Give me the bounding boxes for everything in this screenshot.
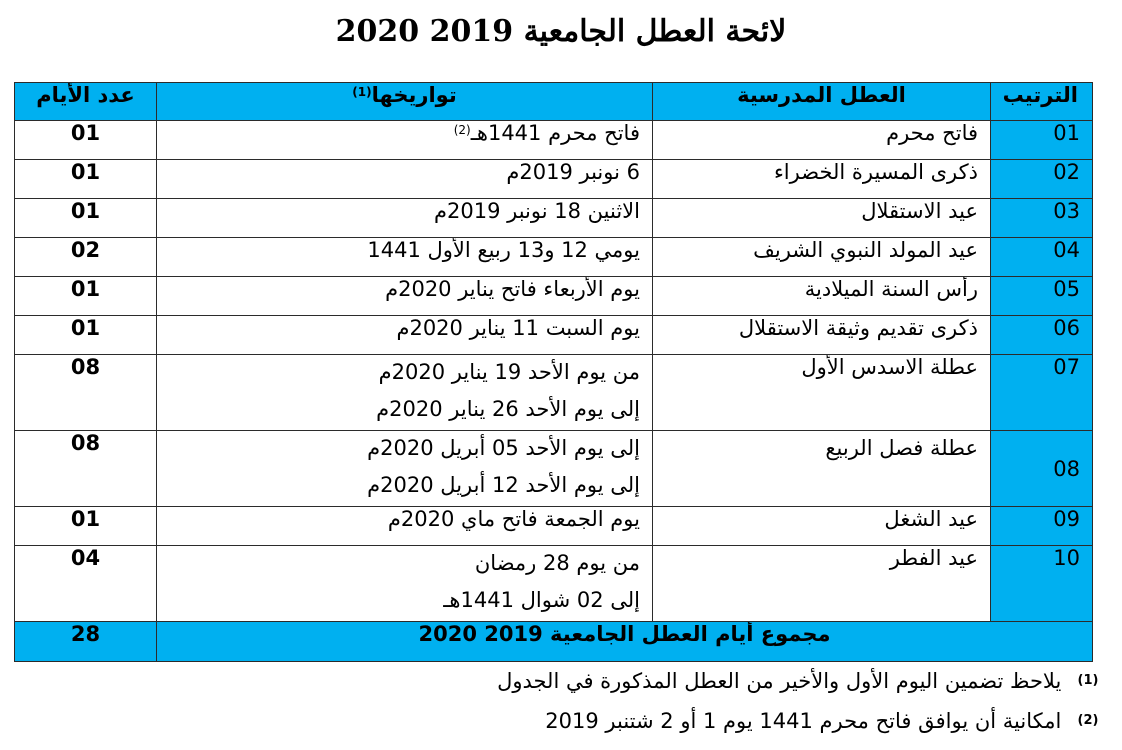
row-name: فاتح محرم: [653, 121, 991, 160]
row-rank: 03: [991, 199, 1093, 238]
row-rank: 09: [991, 507, 1093, 546]
row-days: 08: [15, 431, 157, 507]
row-days: 08: [15, 355, 157, 431]
row-name: عيد الشغل: [653, 507, 991, 546]
total-days: 28: [15, 622, 157, 662]
total-row: [15, 622, 1093, 662]
row-days: 01: [15, 277, 157, 316]
row-name: عيد المولد النبوي الشريف: [653, 238, 991, 277]
row-days: 01: [15, 507, 157, 546]
footnote-text: امكانية أن يوافق فاتح محرم 1441 يوم 1 أو 2 شتنبر 2019: [545, 709, 1062, 733]
row-rank: 10: [991, 546, 1093, 622]
row-dates: يوم الجمعة فاتح ماي 2020م: [157, 507, 653, 546]
total-label: مجموع أيام العطل الجامعية 2019 2020: [157, 622, 1093, 662]
row-dates: يومي 12 و13 ربيع الأول 1441: [157, 238, 653, 277]
row-dates: الاثنين 18 نونبر 2019م: [157, 199, 653, 238]
table-row: [15, 277, 1093, 316]
row-dates: [157, 355, 653, 431]
footnote-mark: (1): [1077, 673, 1099, 688]
header-days: عدد الأيام: [15, 83, 157, 121]
row-name: عيد الفطر: [653, 546, 991, 622]
row-days: 02: [15, 238, 157, 277]
table-row: [15, 355, 1093, 431]
table-row: [15, 316, 1093, 355]
row-rank: 02: [991, 160, 1093, 199]
table-row: [15, 546, 1093, 622]
row-days: 01: [15, 121, 157, 160]
table-row: [15, 160, 1093, 199]
row-date-line: من يوم 28 رمضان: [474, 551, 640, 575]
footnote-2: [18, 706, 1108, 736]
table-row: [15, 121, 1093, 160]
table-row: [15, 238, 1093, 277]
header-name: العطل المدرسية: [653, 83, 991, 121]
header-rank: الترتيب: [991, 83, 1093, 121]
row-name: عطلة الاسدس الأول: [653, 355, 991, 431]
row-dates: 6 نونبر 2019م: [157, 160, 653, 199]
row-date-footnote-mark: (2): [453, 123, 471, 137]
row-date-line: إلى 02 شوال 1441هـ: [443, 588, 640, 612]
row-dates: [157, 431, 653, 507]
table-row: [15, 431, 1093, 507]
row-name: رأس السنة الميلادية: [653, 277, 991, 316]
row-name: عيد الاستقلال: [653, 199, 991, 238]
table-header-row: [15, 83, 1093, 121]
header-dates-label: تواريخها: [371, 83, 457, 107]
row-name: ذكرى المسيرة الخضراء: [653, 160, 991, 199]
row-dates: [157, 121, 653, 160]
row-name: ذكرى تقديم وثيقة الاستقلال: [653, 316, 991, 355]
row-dates: يوم السبت 11 يناير 2020م: [157, 316, 653, 355]
table-row: [15, 507, 1093, 546]
row-rank: 07: [991, 355, 1093, 431]
header-dates-footnote-mark: (1): [352, 85, 372, 99]
footnote-1: [18, 666, 1108, 696]
row-date-line: إلى يوم الأحد 12 أبريل 2020م: [367, 473, 640, 497]
row-dates: [157, 546, 653, 622]
row-days: 01: [15, 160, 157, 199]
row-rank: 06: [991, 316, 1093, 355]
table-row: [15, 199, 1093, 238]
footnote-text: يلاحظ تضمين اليوم الأول والأخير من العطل المذكورة في الجدول: [497, 669, 1062, 693]
row-date-line: من يوم الأحد 19 يناير 2020م: [378, 360, 640, 384]
row-days: 04: [15, 546, 157, 622]
footnote-mark: (2): [1077, 713, 1099, 728]
row-rank: 04: [991, 238, 1093, 277]
header-dates: [157, 83, 653, 121]
row-name: [653, 431, 991, 507]
row-days: 01: [15, 316, 157, 355]
row-days: 01: [15, 199, 157, 238]
row-name-text: عطلة فصل الربيع: [825, 436, 978, 460]
row-date-line: إلى يوم الأحد 05 أبريل 2020م: [367, 436, 640, 460]
row-date-line: فاتح محرم 1441هـ: [470, 121, 640, 145]
row-rank: 01: [991, 121, 1093, 160]
row-date-line: إلى يوم الأحد 26 يناير 2020م: [376, 397, 640, 421]
row-rank: 05: [991, 277, 1093, 316]
row-dates: يوم الأربعاء فاتح يناير 2020م: [157, 277, 653, 316]
page-title: لائحة العطل الجامعية 2019 2020: [335, 14, 787, 49]
row-rank: 08: [991, 431, 1093, 507]
holidays-table: [14, 82, 1093, 662]
